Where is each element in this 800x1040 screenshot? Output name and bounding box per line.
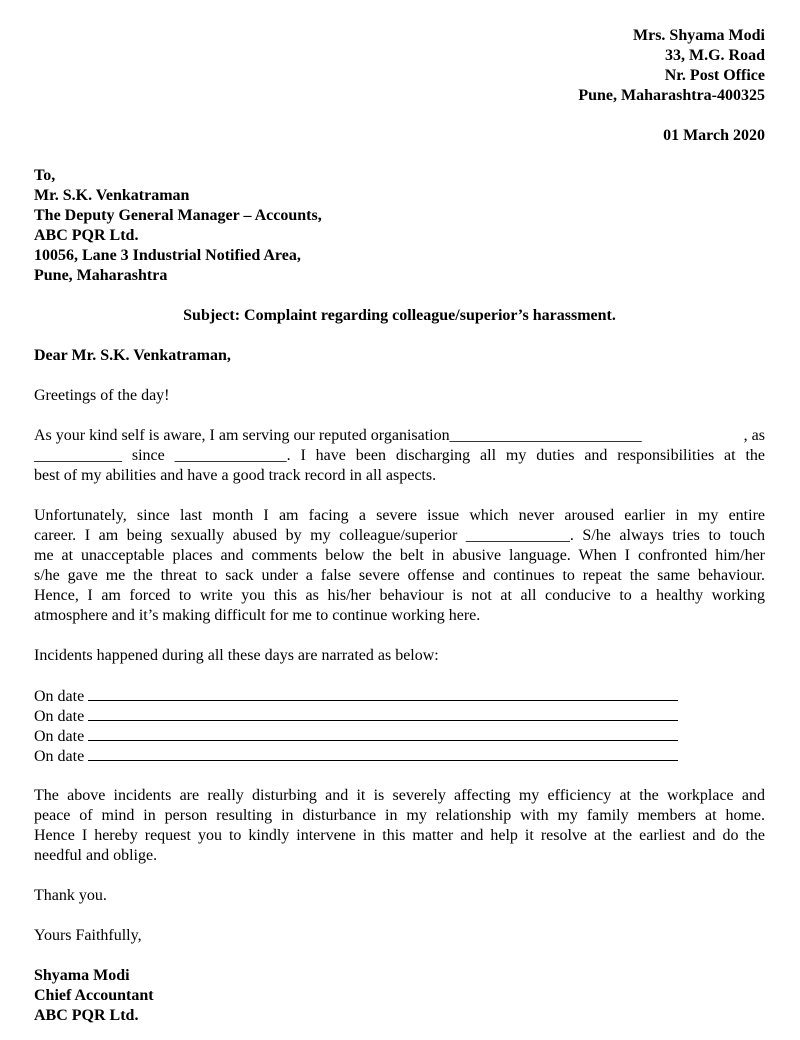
sender-address-line-1: 33, M.G. Road [665,47,765,64]
paragraph-1 [34,426,765,486]
recipient-to: To, [34,167,56,184]
paragraph-3-line-1: The above incidents are really disturbing and it is severely affecting my efficiency at the workplace and [34,787,765,804]
paragraph-3-line-3: Hence I hereby request you to kindly intervene in this matter and help it resolve at the earliest and do the [34,827,765,844]
incidents-intro: Incidents happened during all these days are narrated as below: [34,647,439,664]
paragraph-1-line-2: ___________ since ______________. I have been discharging all my duties and responsibilities at the [34,447,765,464]
salutation: Dear Mr. S.K. Venkatraman, [34,347,231,364]
paragraph-1-line-1 [34,426,765,446]
paragraph-3-line-4: needful and oblige. [34,847,158,864]
letter-date: 01 March 2020 [663,127,765,144]
sender-name: Mrs. Shyama Modi [633,27,765,44]
signature-name: Shyama Modi [34,967,130,984]
thank-you: Thank you. [34,887,107,904]
signature-block [34,966,765,1026]
paragraph-3-line-2: peace of mind in person resulting in disturbance in my relationship with my family members at home. [34,807,765,824]
closing: Yours Faithfully, [34,927,142,944]
paragraph-2 [34,506,765,626]
sender-address-line-2: Nr. Post Office [664,67,765,84]
recipient-name: Mr. S.K. Venkatraman [34,187,190,204]
recipient-company: ABC PQR Ltd. [34,227,139,244]
incident-row [34,726,765,746]
incident-row [34,746,765,766]
incident-row [34,686,765,706]
recipient-address-line-2: Pune, Maharashtra [34,267,168,284]
organisation-blank: ________________________ [449,427,642,444]
paragraph-1-line-3: best of my abilities and have a good track record in all aspects. [34,467,437,484]
paragraph-2-line-4: s/he gave me the threat to sack under a false severe offense and continues to repeat the same behaviour. [34,567,765,584]
letter-page [34,26,765,1026]
recipient-title: The Deputy General Manager – Accounts, [34,207,322,224]
incident-fill-line[interactable] [88,706,678,721]
signature-company: ABC PQR Ltd. [34,1007,139,1024]
incident-row [34,706,765,726]
incident-label: On date [34,748,85,765]
signature-title: Chief Accountant [34,987,154,1004]
incident-label: On date [34,688,85,705]
paragraph-1-text-b: , as [743,427,765,444]
incident-fill-line[interactable] [88,726,678,741]
incident-label: On date [34,728,85,745]
paragraph-2-line-2: career. I am being sexually abused by my colleague/superior _____________. S/he always tries to touch [34,527,765,544]
sender-block [34,26,765,146]
recipient-address-line-1: 10056, Lane 3 Industrial Notified Area, [34,247,301,264]
paragraph-1-text-a: As your kind self is aware, I am serving our reputed organisation [34,427,450,444]
incident-fill-line[interactable] [88,746,678,761]
paragraph-3 [34,786,765,866]
letter-subject: Subject: Complaint regarding colleague/superior’s harassment. [183,307,616,324]
incident-label: On date [34,708,85,725]
sender-address-line-3: Pune, Maharashtra-400325 [578,87,765,104]
paragraph-2-line-3: me at unacceptable places and comments below the belt in abusive language. When I confronted him/her [34,547,765,564]
incidents-list [34,686,765,766]
incident-fill-line[interactable] [88,686,678,701]
recipient-block [34,166,765,286]
paragraph-2-line-1: Unfortunately, since last month I am facing a severe issue which never aroused earlier in my entire [34,507,765,524]
paragraph-2-line-6: atmosphere and it’s making difficult for me to continue working here. [34,607,481,624]
greeting: Greetings of the day! [34,387,170,404]
paragraph-2-line-5: Hence, I am forced to write you this as his/her behaviour is not at all conducive to a healthy working [34,587,765,604]
